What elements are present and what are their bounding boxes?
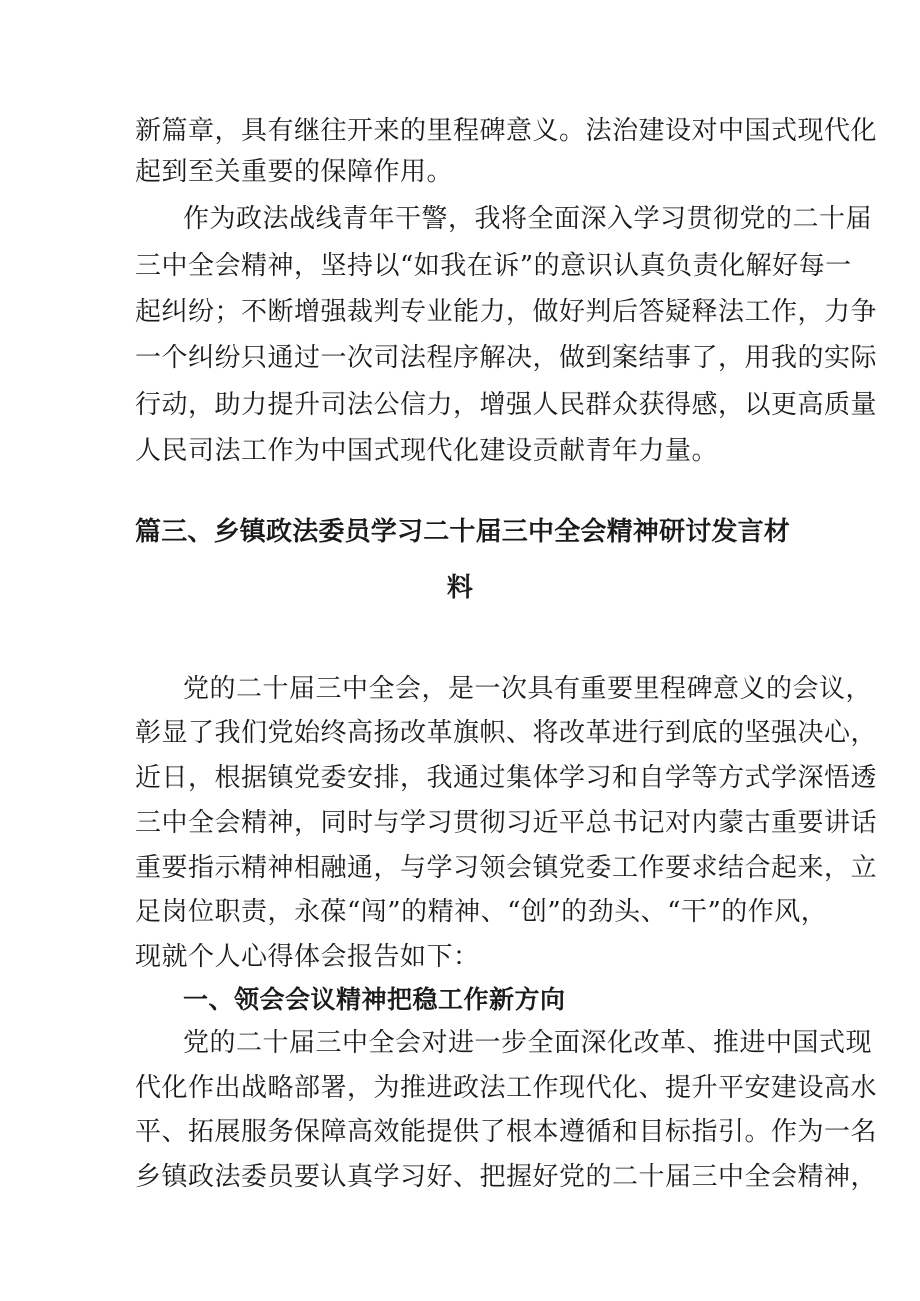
article-title-line-1: 篇三、乡镇政法委员学习二十届三中全会精神研讨发言材 — [135, 517, 791, 547]
text-line: 代化作出战略部署，为推进政法工作现代化、提升平安建设高水 — [135, 1073, 878, 1103]
text-line: 三中全会精神，同时与学习贯彻习近平总书记对内蒙古重要讲话 — [135, 808, 878, 838]
text-line: 起纠纷；不断增强裁判专业能力，做好判后答疑释法工作，力争 — [135, 297, 878, 327]
text-line: 作为政法战线青年干警，我将全面深入学习贯彻党的二十届 — [183, 204, 873, 234]
text-line: 新篇章，具有继往开来的里程碑意义。法治建设对中国式现代化 — [135, 116, 878, 146]
text-line: 党的二十届三中全会对进一步全面深化改革、推进中国式现 — [183, 1028, 873, 1058]
text-line: 重要指示精神相融通，与学习领会镇党委工作要求结合起来，立 — [135, 853, 878, 883]
text-line: 一个纠纷只通过一次司法程序解决，做到案结事了，用我的实际 — [135, 343, 878, 373]
text-line: 现就个人心得体会报告如下： — [135, 942, 480, 972]
article-title-line-2: 料 — [446, 573, 474, 603]
text-line: 行动，助力提升司法公信力，增强人民群众获得感，以更高质量 — [135, 390, 878, 420]
text-line: 人民司法工作为中国式现代化建设贡献青年力量。 — [135, 436, 719, 466]
text-line: 乡镇政法委员要认真学习好、把握好党的二十届三中全会精神， — [135, 1162, 878, 1192]
text-line: 足岗位职责，永葆“闯”的精神、“创”的劲头、“干”的作风， — [135, 897, 828, 927]
section-heading: 一、领会会议精神把稳工作新方向 — [183, 985, 566, 1014]
text-line: 平、拓展服务保障高效能提供了根本遵循和目标指引。作为一名 — [135, 1117, 878, 1147]
text-line: 彰显了我们党始终高扬改革旗帜、将改革进行到底的坚强决心， — [135, 718, 878, 748]
text-line: 近日，根据镇党委安排，我通过集体学习和自学等方式学深悟透 — [135, 763, 878, 793]
text-line: 党的二十届三中全会，是一次具有重要里程碑意义的会议， — [183, 674, 873, 704]
text-line: 起到至关重要的保障作用。 — [135, 157, 454, 187]
text-line: 三中全会精神，坚持以“如我在诉”的意识认真负责化解好每一 — [135, 251, 852, 281]
